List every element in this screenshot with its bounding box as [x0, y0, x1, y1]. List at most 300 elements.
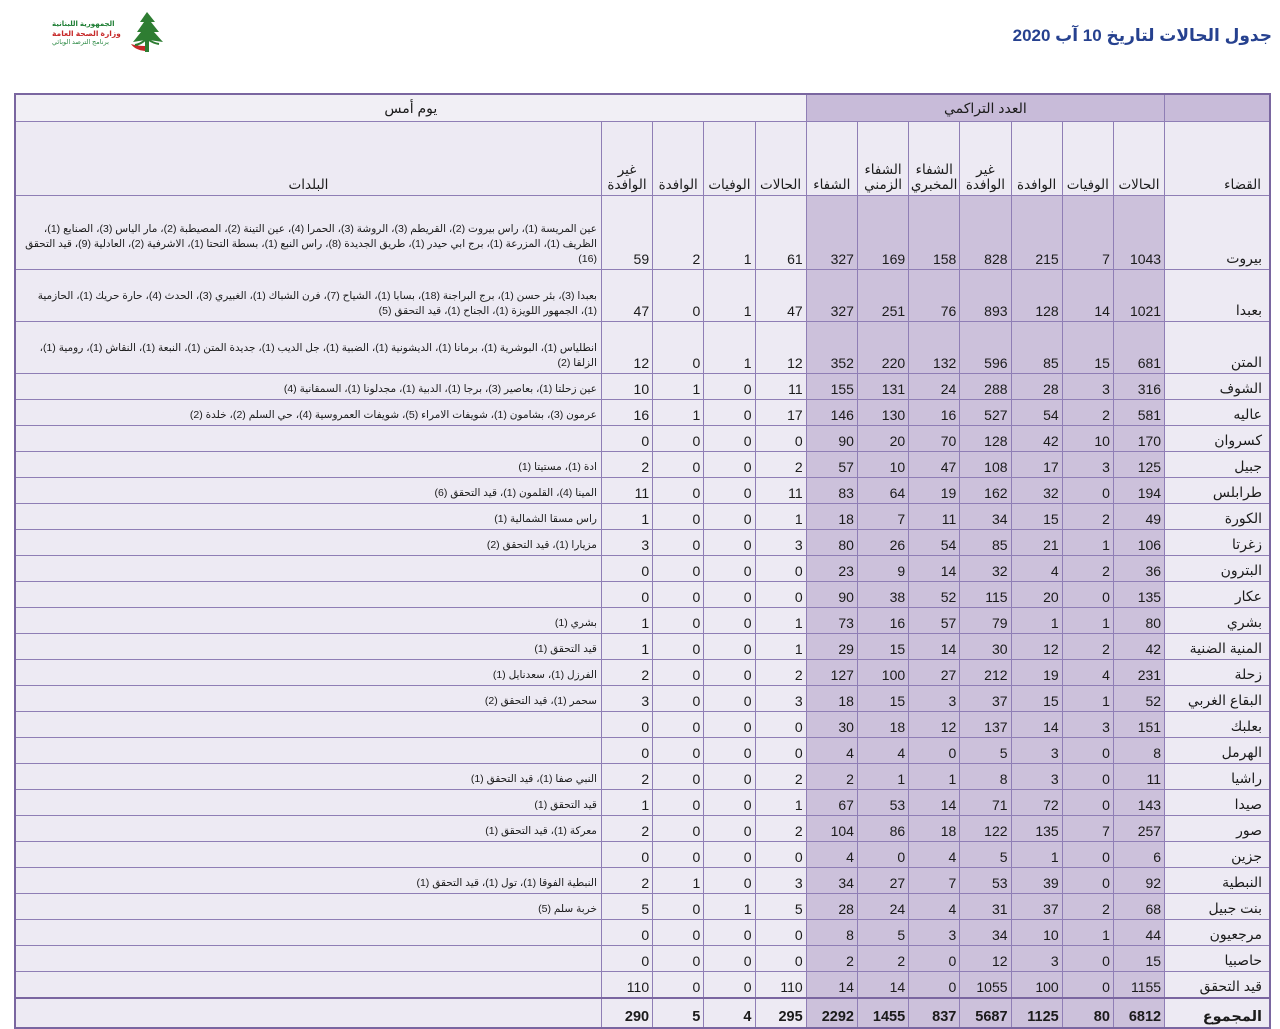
towns-cell: عين المريسة (1)، راس بيروت (2)، القريطم (3)، الروشة (3)، الحمرا (4)، عين التينة (2)، المصيطبة (2)، مار الياس (3)، الصنايع (1)، الظريف (1)، المزرعة (1)، برج ابي حيدر (1)، طريق الجديدة (8)، راس النبع (1)، بسطة التحتا (1)، الاشرفية (2)، العادلية (9)، قيد التحقق (16) [15, 196, 601, 270]
cum-recovery-cell: 4 [806, 738, 857, 764]
cum-deaths-cell: 2 [1062, 894, 1113, 920]
towns-cell: عين زحلتا (1)، بعاصير (3)، برجا (1)، الدبية (1)، مجدلونا (1)، السمقانية (4) [15, 374, 601, 400]
cum-time-recovery-cell: 169 [857, 196, 908, 270]
yest-cases-cell: 2 [755, 452, 806, 478]
district-cell: بعلبك [1165, 712, 1270, 738]
yest-non-arrived-cell: 59 [601, 196, 652, 270]
cum-cases-cell: 36 [1113, 556, 1164, 582]
cum-recovery-cell: 155 [806, 374, 857, 400]
cum-recovery-cell: 352 [806, 322, 857, 374]
towns-cell [15, 946, 601, 972]
yest-deaths-cell: 1 [704, 322, 755, 374]
cum-recovery-cell: 327 [806, 270, 857, 322]
district-row [15, 582, 1270, 608]
yest-non-arrived-cell: 3 [601, 686, 652, 712]
towns-cell: معركة (1)، قيد التحقق (1) [15, 816, 601, 842]
cum-non-arrived-cell: 122 [960, 816, 1011, 842]
ministry-logo-text [52, 20, 121, 47]
cum-cases-cell: 231 [1113, 660, 1164, 686]
yest-arrived-cell: 0 [653, 894, 704, 920]
yest-non-arrived-cell: 11 [601, 478, 652, 504]
yest-cases-cell: 3 [755, 530, 806, 556]
yest-arrived-cell: 1 [653, 868, 704, 894]
yest-non-arrived-cell: 0 [601, 920, 652, 946]
cum-deaths-cell: 4 [1062, 660, 1113, 686]
yest-non-arrived-cell: 0 [601, 582, 652, 608]
yest-deaths-cell: 0 [704, 868, 755, 894]
cum-non-arrived-cell: 5 [960, 842, 1011, 868]
towns-cell: عرمون (3)، بشامون (1)، شويفات الامراء (5)، شويفات العمروسية (4)، حي السلم (2)، خلدة (2) [15, 400, 601, 426]
cum-recovery-cell: 2 [806, 946, 857, 972]
cum-recovery-cell: 34 [806, 868, 857, 894]
cum-recovery-cell: 83 [806, 478, 857, 504]
towns-cell: الفرزل (1)، سعدنايل (1) [15, 660, 601, 686]
logo-line-republic: الجمهورية اللبنانية [52, 20, 115, 28]
cum-non-arrived-cell: 30 [960, 634, 1011, 660]
yest-non-arrived-cell: 2 [601, 660, 652, 686]
cum-arrived-cell: 15 [1011, 504, 1062, 530]
yest-deaths-cell: 0 [704, 816, 755, 842]
yest-arrived-cell: 0 [653, 504, 704, 530]
cum-arrived-cell: 1 [1011, 608, 1062, 634]
district-row [15, 712, 1270, 738]
yest-non-arrived-cell: 110 [601, 972, 652, 999]
towns-cell [15, 712, 601, 738]
yest-non-arrived-cell: 5 [601, 894, 652, 920]
cum-arrived-cell: 3 [1011, 764, 1062, 790]
towns-cell [15, 426, 601, 452]
towns-cell [15, 738, 601, 764]
cum-recovery-cell: 4 [806, 842, 857, 868]
cum-lab-recovery-cell: 16 [909, 400, 960, 426]
cum-arrived-cell: 14 [1011, 712, 1062, 738]
yest-arrived-cell: 1 [653, 374, 704, 400]
cedar-tree-icon [125, 10, 169, 56]
yest-arrived-cell: 0 [653, 712, 704, 738]
cum-lab-recovery-cell: 4 [909, 894, 960, 920]
yest-arrived-cell: 0 [653, 842, 704, 868]
yest-deaths-cell: 0 [704, 790, 755, 816]
yest-deaths-cell: 0 [704, 452, 755, 478]
cum-non-arrived-cell: 85 [960, 530, 1011, 556]
cum-deaths-cell: 15 [1062, 322, 1113, 374]
cum-cases-cell: 1155 [1113, 972, 1164, 999]
cum-time-recovery-cell: 14 [857, 972, 908, 999]
cum-arrived-cell: 54 [1011, 400, 1062, 426]
towns-cell: راس مسقا الشمالية (1) [15, 504, 601, 530]
table-body [15, 196, 1270, 1029]
cum-cases-cell: 581 [1113, 400, 1164, 426]
cum-time-recovery-cell: 130 [857, 400, 908, 426]
cum-deaths-cell: 2 [1062, 504, 1113, 530]
cum-time-recovery-cell: 131 [857, 374, 908, 400]
cum-cases-cell: 151 [1113, 712, 1164, 738]
cum-non-arrived-cell: 108 [960, 452, 1011, 478]
cum-cases-cell: 15 [1113, 946, 1164, 972]
cum-deaths-cell: 0 [1062, 842, 1113, 868]
cumulative-group-header: العدد التراكمي [806, 94, 1164, 122]
district-cell: صور [1165, 816, 1270, 842]
district-row [15, 894, 1270, 920]
cum-arrived-cell: 37 [1011, 894, 1062, 920]
yest-cases-cell: 2 [755, 660, 806, 686]
cum-deaths-cell: 14 [1062, 270, 1113, 322]
cum-cases-cell: 106 [1113, 530, 1164, 556]
total-row [15, 998, 1270, 1028]
yest-non-arrived-cell: 0 [601, 426, 652, 452]
cum-lab-recovery-cell: 3 [909, 920, 960, 946]
col-header-yest-non-arrived: غير الوافدة [601, 122, 652, 196]
yest-arrived-cell: 0 [653, 556, 704, 582]
cum-time-recovery-cell: 64 [857, 478, 908, 504]
cum-lab-recovery-cell: 0 [909, 946, 960, 972]
yest-deaths-cell: 0 [704, 582, 755, 608]
cum-arrived-cell: 21 [1011, 530, 1062, 556]
district-row [15, 634, 1270, 660]
cum-non-arrived-cell: 828 [960, 196, 1011, 270]
district-cell: قيد التحقق [1165, 972, 1270, 999]
cum-recovery-cell: 90 [806, 426, 857, 452]
district-row [15, 868, 1270, 894]
district-row [15, 530, 1270, 556]
towns-cell [15, 998, 601, 1028]
yest-deaths-cell: 0 [704, 764, 755, 790]
yest-arrived-cell: 0 [653, 738, 704, 764]
cum-cases-cell: 42 [1113, 634, 1164, 660]
cum-deaths-cell: 1 [1062, 920, 1113, 946]
towns-cell: انطلياس (1)، البوشرية (1)، برمانا (1)، الديشونية (1)، الضبية (1)، جل الديب (1)، جديدة المتن (1)، النبعة (1)، النقاش (1)، رومية (1)، الزلقا (2) [15, 322, 601, 374]
yest-non-arrived-cell: 1 [601, 790, 652, 816]
district-row [15, 322, 1270, 374]
district-row [15, 946, 1270, 972]
district-cell: مرجعيون [1165, 920, 1270, 946]
district-row [15, 660, 1270, 686]
yest-cases-cell: 0 [755, 712, 806, 738]
cum-recovery-cell: 29 [806, 634, 857, 660]
cum-deaths-cell: 0 [1062, 764, 1113, 790]
cum-non-arrived-cell: 32 [960, 556, 1011, 582]
cum-deaths-cell: 0 [1062, 582, 1113, 608]
cum-time-recovery-cell: 5 [857, 920, 908, 946]
cum-deaths-cell: 3 [1062, 712, 1113, 738]
cum-lab-recovery-cell: 27 [909, 660, 960, 686]
yest-arrived-cell: 5 [653, 998, 704, 1028]
cum-non-arrived-cell: 212 [960, 660, 1011, 686]
cum-deaths-cell: 1 [1062, 608, 1113, 634]
yest-non-arrived-cell: 2 [601, 452, 652, 478]
cum-cases-cell: 52 [1113, 686, 1164, 712]
yest-cases-cell: 0 [755, 556, 806, 582]
yest-arrived-cell: 0 [653, 608, 704, 634]
cases-table [14, 93, 1271, 1029]
yest-non-arrived-cell: 0 [601, 738, 652, 764]
yest-deaths-cell: 0 [704, 478, 755, 504]
cum-cases-cell: 316 [1113, 374, 1164, 400]
cum-arrived-cell: 39 [1011, 868, 1062, 894]
cum-arrived-cell: 28 [1011, 374, 1062, 400]
yest-non-arrived-cell: 16 [601, 400, 652, 426]
towns-cell: النبي صفا (1)، قيد التحقق (1) [15, 764, 601, 790]
cum-deaths-cell: 2 [1062, 556, 1113, 582]
yest-arrived-cell: 0 [653, 816, 704, 842]
yest-cases-cell: 0 [755, 920, 806, 946]
yest-arrived-cell: 0 [653, 634, 704, 660]
district-cell: الهرمل [1165, 738, 1270, 764]
cum-deaths-cell: 7 [1062, 196, 1113, 270]
cum-arrived-cell: 128 [1011, 270, 1062, 322]
yest-deaths-cell: 0 [704, 920, 755, 946]
district-row [15, 920, 1270, 946]
yest-cases-cell: 2 [755, 816, 806, 842]
district-cell: البقاع الغربي [1165, 686, 1270, 712]
yest-non-arrived-cell: 1 [601, 634, 652, 660]
cum-time-recovery-cell: 15 [857, 634, 908, 660]
yest-deaths-cell: 0 [704, 400, 755, 426]
cum-recovery-cell: 23 [806, 556, 857, 582]
cum-recovery-cell: 8 [806, 920, 857, 946]
cum-cases-cell: 257 [1113, 816, 1164, 842]
district-cell: طرابلس [1165, 478, 1270, 504]
yest-cases-cell: 47 [755, 270, 806, 322]
yest-deaths-cell: 0 [704, 946, 755, 972]
cum-deaths-cell: 1 [1062, 530, 1113, 556]
district-row [15, 478, 1270, 504]
yest-cases-cell: 0 [755, 426, 806, 452]
col-header-time-recovery: الشفاء الزمني [857, 122, 908, 196]
cum-lab-recovery-cell: 14 [909, 790, 960, 816]
towns-cell: قيد التحقق (1) [15, 634, 601, 660]
district-row [15, 608, 1270, 634]
cum-recovery-cell: 90 [806, 582, 857, 608]
cum-recovery-cell: 28 [806, 894, 857, 920]
cum-non-arrived-cell: 5687 [960, 998, 1011, 1028]
towns-cell: ادة (1)، مستيتا (1) [15, 452, 601, 478]
cum-deaths-cell: 0 [1062, 946, 1113, 972]
cum-time-recovery-cell: 251 [857, 270, 908, 322]
district-cell: الشوف [1165, 374, 1270, 400]
yest-cases-cell: 3 [755, 686, 806, 712]
cum-cases-cell: 681 [1113, 322, 1164, 374]
district-row [15, 790, 1270, 816]
yest-deaths-cell: 0 [704, 712, 755, 738]
yest-deaths-cell: 0 [704, 426, 755, 452]
towns-cell: المينا (4)، القلمون (1)، قيد التحقق (6) [15, 478, 601, 504]
cum-arrived-cell: 42 [1011, 426, 1062, 452]
district-cell: كسروان [1165, 426, 1270, 452]
towns-cell: بعبدا (3)، بئر حسن (1)، برج البراجنة (18)، بسابا (1)، الشياح (7)، فرن الشباك (1)، الغبيري (3)، الحدث (4)، حارة حريك (1)، الحازمية (1)، الجمهور اللويزة (1)، الجناح (1)، قيد التحقق (5) [15, 270, 601, 322]
cum-recovery-cell: 327 [806, 196, 857, 270]
yest-non-arrived-cell: 1 [601, 608, 652, 634]
cum-recovery-cell: 14 [806, 972, 857, 999]
district-row [15, 764, 1270, 790]
yest-arrived-cell: 1 [653, 400, 704, 426]
col-header-yest-deaths: الوفيات [704, 122, 755, 196]
logo-line-ministry: وزارة الصحة العامة [52, 28, 121, 38]
district-row [15, 452, 1270, 478]
yest-arrived-cell: 0 [653, 530, 704, 556]
cum-recovery-cell: 146 [806, 400, 857, 426]
towns-cell: سحمر (1)، قيد التحقق (2) [15, 686, 601, 712]
yest-non-arrived-cell: 1 [601, 504, 652, 530]
yest-non-arrived-cell: 0 [601, 842, 652, 868]
yesterday-group-header: يوم أمس [15, 94, 806, 122]
yest-cases-cell: 1 [755, 504, 806, 530]
cum-time-recovery-cell: 16 [857, 608, 908, 634]
cum-lab-recovery-cell: 0 [909, 972, 960, 999]
col-header-cum-cases: الحالات [1113, 122, 1164, 196]
cum-time-recovery-cell: 4 [857, 738, 908, 764]
district-cell: بعبدا [1165, 270, 1270, 322]
district-row [15, 400, 1270, 426]
yest-cases-cell: 1 [755, 634, 806, 660]
cum-arrived-cell: 20 [1011, 582, 1062, 608]
col-header-lab-recovery: الشفاء المخبري [909, 122, 960, 196]
district-cell: زحلة [1165, 660, 1270, 686]
cum-recovery-cell: 104 [806, 816, 857, 842]
cum-lab-recovery-cell: 52 [909, 582, 960, 608]
cum-time-recovery-cell: 10 [857, 452, 908, 478]
district-cell: عكار [1165, 582, 1270, 608]
yest-non-arrived-cell: 2 [601, 816, 652, 842]
yest-arrived-cell: 0 [653, 270, 704, 322]
yest-cases-cell: 12 [755, 322, 806, 374]
cum-time-recovery-cell: 86 [857, 816, 908, 842]
cum-non-arrived-cell: 34 [960, 504, 1011, 530]
cum-recovery-cell: 73 [806, 608, 857, 634]
cum-arrived-cell: 215 [1011, 196, 1062, 270]
cum-cases-cell: 135 [1113, 582, 1164, 608]
cum-arrived-cell: 12 [1011, 634, 1062, 660]
yest-cases-cell: 11 [755, 374, 806, 400]
yest-deaths-cell: 0 [704, 686, 755, 712]
col-header-district: القضاء [1165, 122, 1270, 196]
cum-time-recovery-cell: 7 [857, 504, 908, 530]
yest-arrived-cell: 0 [653, 322, 704, 374]
cum-lab-recovery-cell: 7 [909, 868, 960, 894]
cum-time-recovery-cell: 27 [857, 868, 908, 894]
cum-lab-recovery-cell: 4 [909, 842, 960, 868]
yest-cases-cell: 110 [755, 972, 806, 999]
yest-cases-cell: 295 [755, 998, 806, 1028]
col-header-cum-arrived: الوافدة [1011, 122, 1062, 196]
cum-non-arrived-cell: 596 [960, 322, 1011, 374]
district-row [15, 686, 1270, 712]
total-label-cell: المجموع [1165, 998, 1270, 1028]
cum-deaths-cell: 3 [1062, 452, 1113, 478]
cum-non-arrived-cell: 288 [960, 374, 1011, 400]
cum-cases-cell: 125 [1113, 452, 1164, 478]
yest-arrived-cell: 0 [653, 478, 704, 504]
yest-non-arrived-cell: 0 [601, 556, 652, 582]
towns-cell [15, 582, 601, 608]
district-cell: عاليه [1165, 400, 1270, 426]
cum-time-recovery-cell: 26 [857, 530, 908, 556]
cum-recovery-cell: 57 [806, 452, 857, 478]
cum-arrived-cell: 135 [1011, 816, 1062, 842]
yest-deaths-cell: 4 [704, 998, 755, 1028]
yest-arrived-cell: 0 [653, 426, 704, 452]
yest-deaths-cell: 0 [704, 842, 755, 868]
cum-arrived-cell: 10 [1011, 920, 1062, 946]
cum-cases-cell: 170 [1113, 426, 1164, 452]
cum-recovery-cell: 80 [806, 530, 857, 556]
yest-cases-cell: 17 [755, 400, 806, 426]
cum-lab-recovery-cell: 24 [909, 374, 960, 400]
yest-arrived-cell: 0 [653, 660, 704, 686]
yest-deaths-cell: 0 [704, 738, 755, 764]
page-title: جدول الحالات لتاريخ 10 آب 2020 [1012, 26, 1272, 45]
yest-cases-cell: 3 [755, 868, 806, 894]
cum-lab-recovery-cell: 1 [909, 764, 960, 790]
cum-non-arrived-cell: 12 [960, 946, 1011, 972]
cum-non-arrived-cell: 1055 [960, 972, 1011, 999]
district-row [15, 504, 1270, 530]
cum-cases-cell: 8 [1113, 738, 1164, 764]
yest-non-arrived-cell: 0 [601, 712, 652, 738]
ministry-logo [52, 10, 169, 56]
cum-deaths-cell: 0 [1062, 478, 1113, 504]
cum-arrived-cell: 19 [1011, 660, 1062, 686]
cum-non-arrived-cell: 893 [960, 270, 1011, 322]
cum-deaths-cell: 7 [1062, 816, 1113, 842]
cum-arrived-cell: 72 [1011, 790, 1062, 816]
cum-non-arrived-cell: 5 [960, 738, 1011, 764]
district-row [15, 374, 1270, 400]
cum-cases-cell: 68 [1113, 894, 1164, 920]
cum-lab-recovery-cell: 837 [909, 998, 960, 1028]
cum-cases-cell: 49 [1113, 504, 1164, 530]
cum-recovery-cell: 2292 [806, 998, 857, 1028]
cum-lab-recovery-cell: 57 [909, 608, 960, 634]
cum-deaths-cell: 2 [1062, 400, 1113, 426]
district-row [15, 270, 1270, 322]
yest-arrived-cell: 0 [653, 686, 704, 712]
district-cell: النبطية [1165, 868, 1270, 894]
towns-cell: بشري (1) [15, 608, 601, 634]
cum-arrived-cell: 17 [1011, 452, 1062, 478]
col-header-cum-non-arrived: غير الوافدة [960, 122, 1011, 196]
district-cell: المتن [1165, 322, 1270, 374]
cum-non-arrived-cell: 128 [960, 426, 1011, 452]
yest-cases-cell: 0 [755, 946, 806, 972]
yest-cases-cell: 1 [755, 790, 806, 816]
yest-non-arrived-cell: 290 [601, 998, 652, 1028]
cum-cases-cell: 11 [1113, 764, 1164, 790]
cum-cases-cell: 44 [1113, 920, 1164, 946]
cum-time-recovery-cell: 15 [857, 686, 908, 712]
cum-non-arrived-cell: 137 [960, 712, 1011, 738]
district-cell: صيدا [1165, 790, 1270, 816]
cum-arrived-cell: 32 [1011, 478, 1062, 504]
cum-recovery-cell: 67 [806, 790, 857, 816]
logo-line-program: برنامج الترصد الوبائي [52, 38, 109, 46]
cum-lab-recovery-cell: 14 [909, 556, 960, 582]
yest-cases-cell: 0 [755, 738, 806, 764]
column-header-row [15, 122, 1270, 196]
yest-arrived-cell: 0 [653, 764, 704, 790]
cum-lab-recovery-cell: 76 [909, 270, 960, 322]
yest-cases-cell: 5 [755, 894, 806, 920]
cum-lab-recovery-cell: 54 [909, 530, 960, 556]
district-cell: حاصبيا [1165, 946, 1270, 972]
cum-time-recovery-cell: 1 [857, 764, 908, 790]
cum-cases-cell: 6 [1113, 842, 1164, 868]
cum-lab-recovery-cell: 14 [909, 634, 960, 660]
cum-arrived-cell: 3 [1011, 946, 1062, 972]
cum-arrived-cell: 3 [1011, 738, 1062, 764]
col-header-cum-deaths: الوفيات [1062, 122, 1113, 196]
cum-non-arrived-cell: 31 [960, 894, 1011, 920]
